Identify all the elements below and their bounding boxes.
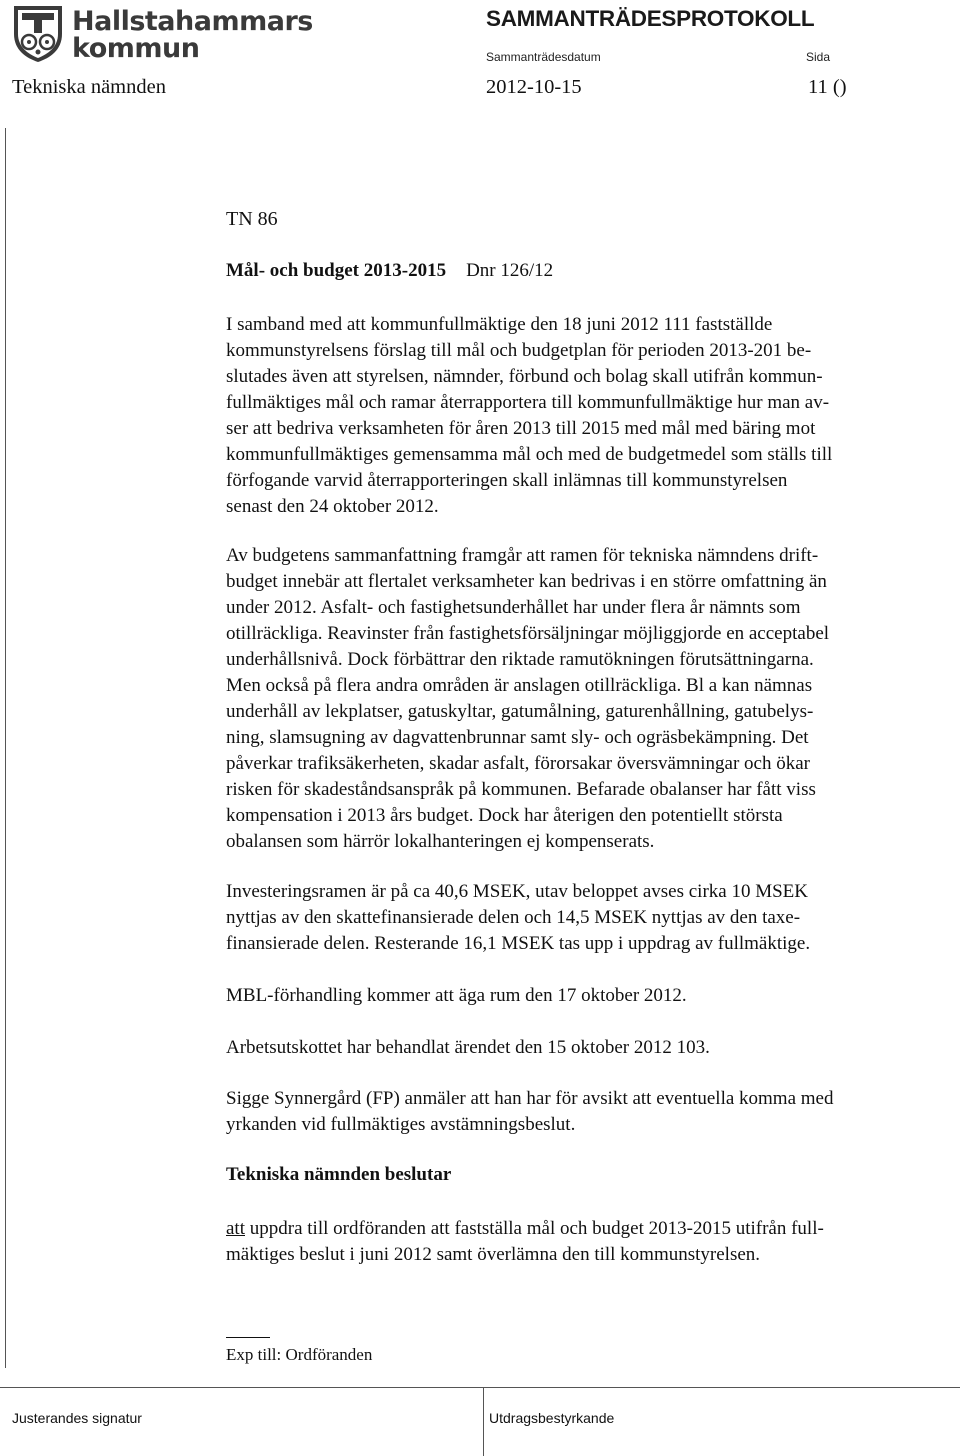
paragraph-5 xyxy=(226,1035,948,1061)
text-line: underhåll av lekplatser, gatuskyltar, gatumålning, gaturenhållning, gatubelys- xyxy=(226,701,814,722)
text-line: risken för skadeståndsanspråk på kommunen. Befarade obalanser har fått viss xyxy=(226,779,816,800)
dnr-number: Dnr 126/12 xyxy=(466,260,554,281)
text-line: påverkar trafiksäkerheten, skadar asfalt, förorsakar översvämningar och ökar xyxy=(226,753,810,774)
footer-divider xyxy=(483,1387,484,1456)
municipality-logo xyxy=(12,4,313,64)
text-line: kommunfullmäktiges gemensamma mål och med de budgetmedel som ställs till xyxy=(226,444,833,465)
text-line: budget innebär att flertalet verksamheter kan bedrivas i en större omfattning än xyxy=(226,571,827,592)
decision-line-1 xyxy=(226,1216,948,1242)
logo-line-1: Hallstahammars xyxy=(72,6,313,37)
footer-rule xyxy=(0,1387,960,1388)
text-line: otillräckliga. Reavinster från fastighetsförsäljningar möjliggjorde en acceptabel xyxy=(226,623,830,644)
committee-name: Tekniska nämnden xyxy=(12,76,166,98)
text-line: slutades även att styrelsen, nämnder, förbund och bolag skall utifrån kommun- xyxy=(226,366,823,387)
section-heading xyxy=(226,260,553,282)
document-title: SAMMANTRÄDESPROTOKOLL xyxy=(486,6,815,31)
text-line: ser att bedriva verksamheten för åren 2013 till 2015 med mål med bäring mot xyxy=(226,418,816,439)
page-label: Sida xyxy=(806,50,831,64)
meeting-date: 2012-10-15 xyxy=(486,76,582,98)
decision-heading: Tekniska nämnden beslutar xyxy=(226,1164,452,1185)
page-number: 11 () xyxy=(808,76,847,98)
section-number: TN 86 xyxy=(226,208,278,230)
text-line: I samband med att kommunfullmäktige den 18 juni 2012 111 fastställde xyxy=(226,314,773,335)
text-line: MBL-förhandling kommer att äga rum den 17 oktober 2012. xyxy=(226,985,687,1006)
extract-label: Utdragsbestyrkande xyxy=(489,1410,615,1426)
text-line: kompensation i 2013 års budget. Dock har återigen den potentiellt största xyxy=(226,805,783,826)
text-line: nyttjas av den skattefinansierade delen och 14,5 MSEK nyttjas av den taxe- xyxy=(226,907,801,928)
text-line: obalansen som härrör lokalhanteringen ej kompenserats. xyxy=(226,831,655,852)
exp-rule xyxy=(226,1337,270,1338)
paragraph-3 xyxy=(226,879,948,957)
decision-line-1-rest: uppdra till ordföranden att fastställa mål och budget 2013-2015 utifrån full- xyxy=(245,1218,824,1239)
paragraph-4 xyxy=(226,983,948,1009)
logo-line-2: kommun xyxy=(72,33,200,64)
distribution-note: Exp till: Ordföranden xyxy=(226,1345,373,1364)
date-label: Sammanträdesdatum xyxy=(486,50,601,64)
coat-of-arms-icon xyxy=(12,4,64,64)
text-line: förfogande varvid återrapporteringen skall inlämnas till kommunstyrelsen xyxy=(226,470,788,491)
paragraph-6 xyxy=(226,1086,948,1138)
att-keyword: att xyxy=(226,1218,245,1239)
text-line: senast den 24 oktober 2012. xyxy=(226,496,439,517)
paragraph-2 xyxy=(226,543,948,855)
text-line: Sigge Synnergård (FP) anmäler att han har för avsikt att eventuella komma med xyxy=(226,1088,834,1109)
text-line: fullmäktiges mål och ramar återrapportera till kommunfullmäktige hur man av- xyxy=(226,392,830,413)
signature-label: Justerandes signatur xyxy=(12,1410,142,1426)
decision-line-2: mäktiges beslut i juni 2012 samt överlämna den till kommunstyrelsen. xyxy=(226,1244,761,1265)
text-line: underhållsnivå. Dock förbättrar den riktade ramutökningen förutsättningarna. xyxy=(226,649,814,670)
text-line: kommunstyrelsens förslag till mål och budgetplan för perioden 2013-201 be- xyxy=(226,340,812,361)
text-line: ning, slamsugning av dagvattenbrunnar samt sly- och ogräsbekämpning. Det xyxy=(226,727,809,748)
text-line: yrkanden vid fullmäktiges avstämningsbeslut. xyxy=(226,1114,576,1135)
text-line: Arbetsutskottet har behandlat ärendet den 15 oktober 2012 103. xyxy=(226,1037,710,1058)
text-line: Av budgetens sammanfattning framgår att ramen för tekniska nämndens drift- xyxy=(226,545,819,566)
section-title: Mål- och budget 2013-2015 xyxy=(226,260,447,281)
text-line: under 2012. Asfalt- och fastighetsunderhållet har under flera år nämnts som xyxy=(226,597,801,618)
logo-wordmark xyxy=(72,8,313,62)
left-margin-rule xyxy=(5,128,6,1368)
text-line: Investeringsramen är på ca 40,6 MSEK, utav beloppet avses cirka 10 MSEK xyxy=(226,881,808,902)
text-line: finansierade delen. Resterande 16,1 MSEK tas upp i uppdrag av fullmäktige. xyxy=(226,933,811,954)
paragraph-1 xyxy=(226,312,948,520)
decision-text xyxy=(226,1216,948,1268)
text-line: Men också på flera andra områden är anslagen otillräckliga. Bl a kan nämnas xyxy=(226,675,813,696)
